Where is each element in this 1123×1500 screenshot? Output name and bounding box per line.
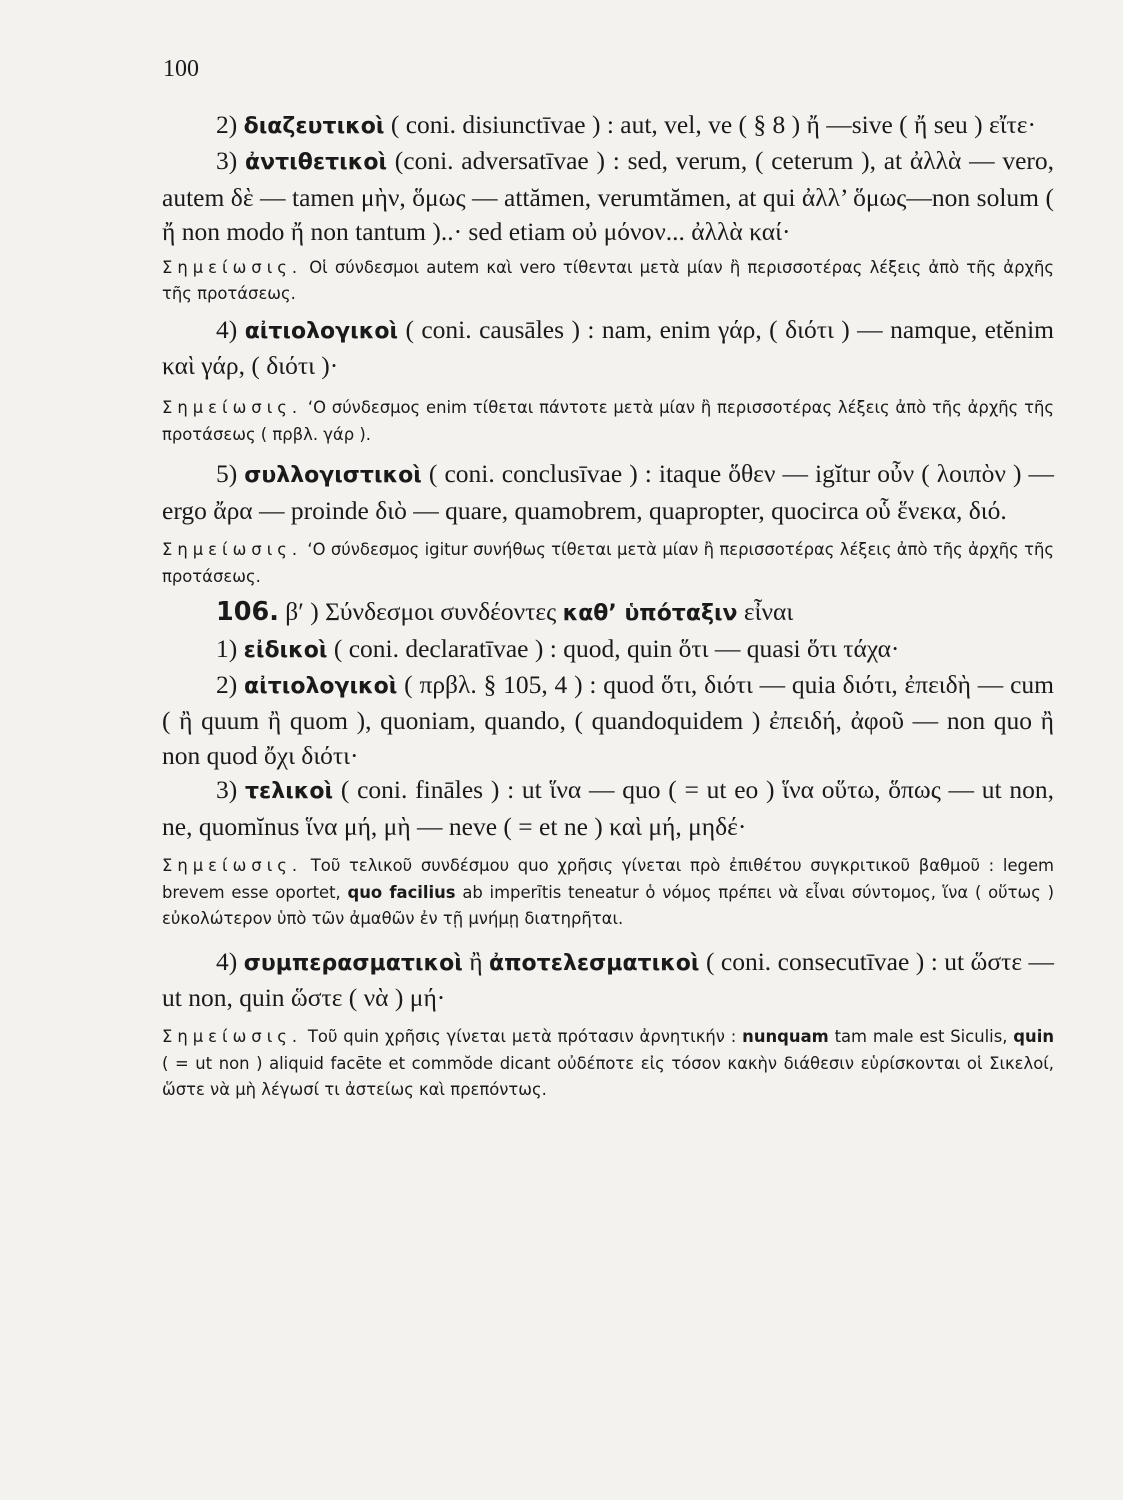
note-3 xyxy=(162,537,1054,590)
term-heading: διαζευτικοὶ xyxy=(243,114,385,139)
item-number: 5) xyxy=(216,459,238,489)
paragraph-conclusive xyxy=(162,457,1054,528)
paragraph-text: ἢ xyxy=(462,946,490,976)
note-text: ab imperītis teneatur ὁ νόμος πρέπει νὰ εἶναι σύντομος, ἵνα ( οὕτως ) εὐκολώτερον ὑπὸ τῶν ἀμαθῶν ἐν τῇ μνήμῃ διατηρῆται. xyxy=(162,882,1054,929)
paragraph-causal xyxy=(162,313,1054,384)
paragraph-consecutive xyxy=(162,945,1054,1016)
section-number: 106. xyxy=(216,597,279,628)
note-text: ( = ut non ) aliquid facēte et commŏde dicant οὐδέποτε εἰς τόσον κακὴν διάθεσιν εὑρίσκονται οἱ Σικελοί, ὥστε νὰ μὴ λέγωσί τι ἀστείως καὶ πρεπόντως. xyxy=(162,1053,1054,1100)
page-body xyxy=(162,108,1054,1104)
term-heading: συλλογιστικοὶ xyxy=(244,463,422,489)
paragraph-text: ( coni. fināles ) : ut ἵνα — quo ( = ut eo ) ἵνα οὕτω, ὅπως — ut non, ne, quomĭnus ἵνα μή, μὴ — neve ( = et ne ) καὶ μή, μηδέ· xyxy=(162,775,1054,841)
note-2 xyxy=(162,395,1054,448)
term-heading: αἰτιολογικοὶ xyxy=(244,318,399,344)
note-bold: quo facilius xyxy=(347,882,456,902)
paragraph-text: ( coni. consecutīvae ) : ut ὥστε — ut non, quin ὥστε ( νὰ ) μή· xyxy=(162,946,1054,1012)
note-label: Σημείωσις. xyxy=(162,257,303,277)
item-number: 2) xyxy=(216,670,238,700)
note-5 xyxy=(162,1024,1054,1104)
note-label: Σημείωσις. xyxy=(162,398,303,418)
note-text: ‘Ο σύνδεσμος enim τίθεται πάντοτε μετὰ μίαν ἢ περισσοτέρας λέξεις ἀπὸ τῆς ἀρχῆς τῆς προτάσεως ( πρβλ. γάρ ). xyxy=(162,398,1054,444)
term-heading: εἰδικοὶ xyxy=(243,637,328,663)
paragraph-declarative xyxy=(162,632,1054,668)
item-number: 2) xyxy=(216,110,238,139)
note-text: Τοῦ τελικοῦ συνδέσμου quo χρῆσις γίνεται πρὸ ἐπιθέτου συγκριτικοῦ βαθμοῦ : legem brevem esse oportet, xyxy=(162,856,1054,902)
note-text: Οἱ σύνδεσμοι autem καὶ vero τίθενται μετὰ μίαν ἢ περισσοτέρας λέξεις ἀπὸ τῆς ἀρχῆς τῆς προτάσεως. xyxy=(162,257,1054,304)
section-text: εἶναι xyxy=(737,597,794,627)
section-text: β′ ) Σύνδεσμοι συνδέοντες xyxy=(278,597,563,627)
paragraph-text: ( coni. disiunctīvae ) : aut, vel, ve ( § 8 ) ἤ —sive ( ἤ seu ) εἴτε· xyxy=(384,110,1037,139)
paragraph-disjunctive xyxy=(162,108,1054,144)
paragraph-text: ( πρβλ. § 105, 4 ) : quod ὅτι, διότι — quia διότι, ἐπειδὴ — cum ( ἢ quum ἢ quom ), quoniam, quando, ( quandoquidem ) ἐπειδή, ἀφοῦ — non quo ἢ non quod ὄχι διότι· xyxy=(162,670,1054,770)
section-106-heading xyxy=(162,595,1054,631)
note-text: Τοῦ quin χρῆσις γίνεται μετὰ πρότασιν ἀρνητικήν : xyxy=(302,1027,743,1047)
term-heading: αἰτιολογικοὶ xyxy=(244,674,398,700)
item-number: 4) xyxy=(216,946,238,976)
page-number: 100 xyxy=(163,56,199,82)
paragraph-final xyxy=(162,773,1054,844)
paragraph-text: ( coni. causāles ) : nam, enim γάρ, ( διότι ) — namque, etĕnim καὶ γάρ, ( διότι )· xyxy=(162,314,1055,381)
note-1 xyxy=(162,255,1054,308)
paragraph-text: ( coni. declaratīvae ) : quod, quin ὅτι — quasi ὅτι τάχα· xyxy=(327,633,900,663)
paragraph-adversative xyxy=(162,144,1054,249)
paragraph-text: (coni. adversatīvae ) : sed, verum, ( ceterum ), at ἀλλὰ — vero, autem δὲ — tamen μὴν, ὅμως — attămen, verumtămen, at qui ἀλλ’ ὅμως—non solum ( ἤ non modo ἤ non tantum )..· sed etiam οὐ μόνον... ἀλλὰ καί· xyxy=(162,146,1055,247)
note-text: tam male est Siculis, xyxy=(828,1027,1014,1047)
note-text: ‘Ο σύνδεσμος igitur συνήθως τίθεται μετὰ μίαν ἢ περισσοτέρας λέξεις ἀπὸ τῆς ἀρχῆς τῆς προτάσεως. xyxy=(162,540,1054,586)
term-heading: ἀποτελεσματικοὶ xyxy=(489,950,700,976)
paragraph-text: ( coni. conclusīvae ) : itaque ὅθεν — igĭtur οὖν ( λοιπὸν ) — ergo ἄρα — proinde διὸ — quare, quamobrem, quapropter, quocirca οὗ ἕνεκα, διό. xyxy=(162,459,1054,525)
note-4 xyxy=(162,853,1054,933)
item-number: 1) xyxy=(216,633,238,663)
term-heading: συμπερασματικοὶ xyxy=(243,950,463,976)
note-label: Σημείωσις. xyxy=(162,540,303,560)
paragraph-causal-subordinate xyxy=(162,668,1054,773)
item-number: 3) xyxy=(216,146,238,176)
term-heading: τελικοὶ xyxy=(245,779,334,805)
item-number: 3) xyxy=(216,775,238,805)
note-bold: quin xyxy=(1013,1027,1054,1047)
note-label: Σημείωσις. xyxy=(162,856,303,876)
item-number: 4) xyxy=(216,314,238,344)
section-bold-term: καθ’ ὑπόταξιν xyxy=(562,601,738,627)
note-bold: nunquam xyxy=(742,1027,829,1047)
term-heading: ἀντιθετικοὶ xyxy=(245,150,388,176)
note-label: Σημείωσις. xyxy=(162,1027,303,1047)
